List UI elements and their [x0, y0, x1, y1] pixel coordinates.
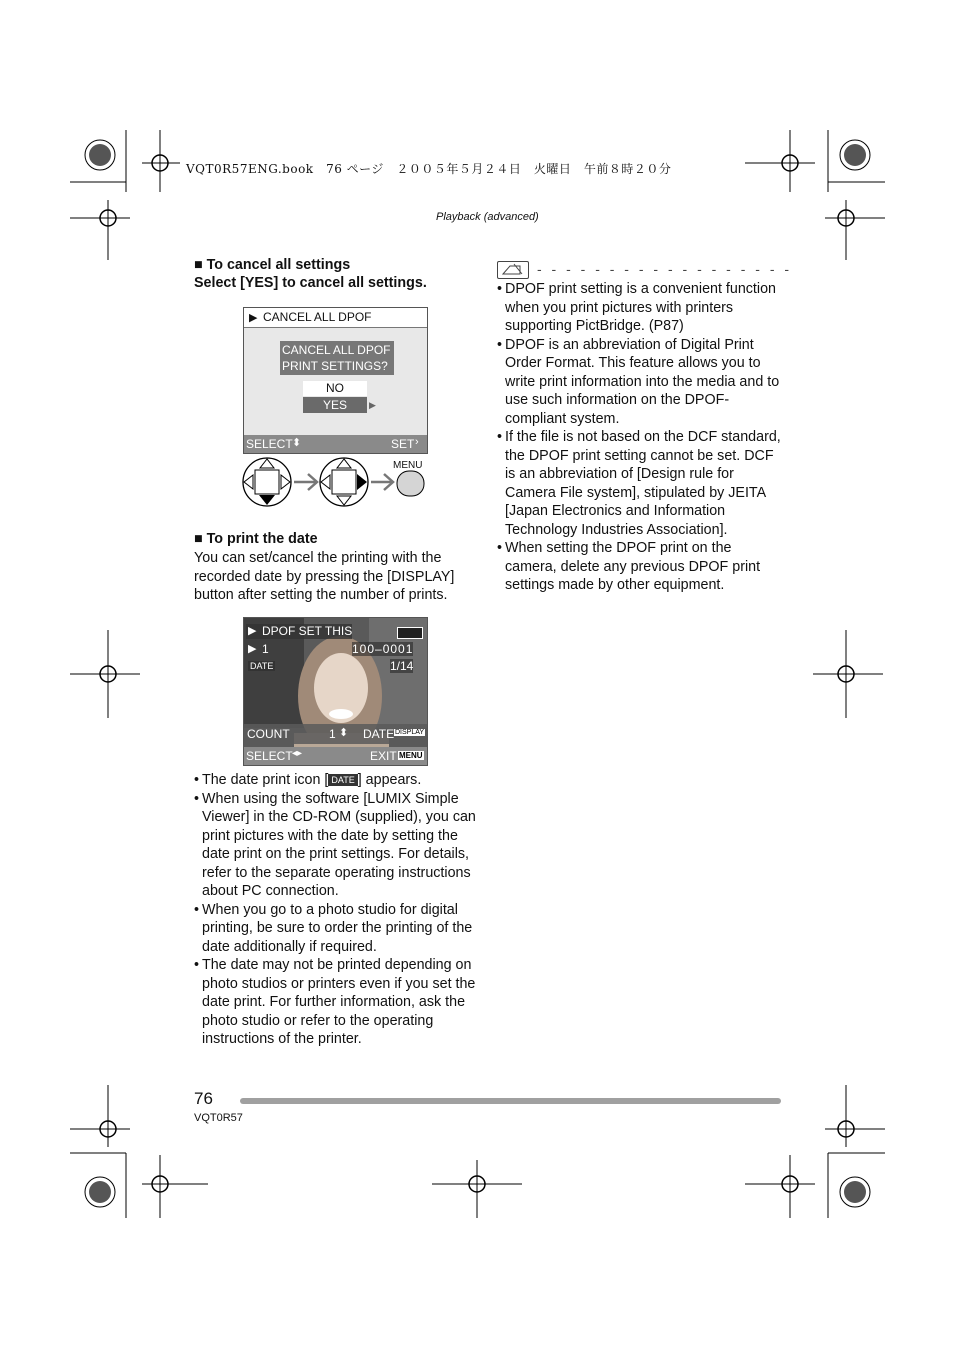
screen-footer — [244, 747, 427, 765]
cancel-question — [280, 341, 394, 375]
footer-rule — [240, 1098, 781, 1104]
up-down-icon: ⬍ — [292, 437, 302, 449]
display-button-badge: DISPLAY — [395, 729, 425, 736]
arrow-right-icon — [371, 474, 393, 490]
option-no[interactable]: NO — [303, 381, 367, 396]
list-item: • DPOF print setting is a convenient function when you print pictures with printers supporting PictBridge. (P87) — [497, 280, 782, 336]
footer-set: SET — [391, 437, 415, 451]
menu-label: MENU — [393, 460, 423, 471]
screen-title: CANCEL ALL DPOF — [263, 310, 372, 324]
count-label: COUNT — [247, 727, 290, 741]
list-item: • DPOF is an abbreviation of Digital Print Order Format. This feature allows you to write print information into the media and to use such information on the DPOF-compliant system. — [497, 336, 782, 429]
question-line-1: CANCEL ALL DPOF — [282, 343, 391, 357]
section-label: Playback (advanced) — [436, 211, 539, 223]
crop-mark-mid-right-icon — [808, 630, 888, 720]
bullet-text: The date print icon [ — [202, 772, 329, 788]
page-number: 76 — [194, 1089, 213, 1108]
screen-title-bar — [244, 308, 427, 328]
note-divider: - - - - - - - - - - - - - - - - - - — [537, 261, 793, 277]
date-print-icon: DATE — [328, 774, 357, 786]
up-down-icon: ⬍ — [339, 727, 349, 739]
battery-icon — [397, 627, 423, 639]
dpof-set-screen — [243, 617, 428, 766]
frame-counter: 1/14 — [390, 659, 414, 673]
count-bar — [244, 724, 427, 744]
list-item — [194, 771, 476, 790]
note-icon — [497, 261, 529, 279]
date-label: DATE — [363, 727, 395, 741]
menu-button-badge: MENU — [399, 751, 423, 760]
list-item: • When using the software [LUMIX Simple Viewer] in the CD-ROM (supplied), you can print pictures with the date by setting the date print on the print settings. For details, refer to the separate operating instructions about PC connection. — [194, 790, 476, 901]
list-item: • If the file is not based on the DCF standard, the DPOF print setting cannot be set. DCF is an abbreviation of [Design rule for Camera File system], stipulated by JEITA [Japan Electronics and Information Technology Industries Association]. — [497, 428, 782, 539]
arrow-right-icon: ▶ — [369, 400, 376, 410]
bullet-text: ] appears. — [357, 772, 422, 788]
print-header: VQT0R57ENG.book 76 ページ ２００５年５月２４日 火曜日 午前８時２０分 — [186, 162, 672, 176]
file-number: 100–0001 — [352, 642, 414, 656]
footer-exit: EXIT — [370, 749, 397, 763]
left-right-icon: ◂▸ — [292, 748, 303, 759]
playback-icon: ▶ — [249, 312, 258, 324]
cursor-pad-down-icon — [243, 458, 291, 506]
crop-mark-bottom-center-icon — [430, 1160, 525, 1220]
playback-icon: ▶ — [248, 625, 257, 637]
screen-title: DPOF SET THIS — [262, 624, 353, 638]
model-code: VQT0R57 — [194, 1112, 243, 1124]
cancel-subheading: Select [YES] to cancel all settings. — [194, 275, 427, 291]
date-heading: ■ To print the date — [194, 531, 318, 547]
crop-mark-bottom-right-icon — [740, 1085, 890, 1225]
chevron-right-icon: › — [415, 436, 419, 448]
crop-mark-top-right-icon — [740, 120, 890, 260]
date-bullet-list — [194, 771, 476, 1049]
option-yes[interactable]: YES — [303, 397, 367, 413]
cancel-dpof-screen — [243, 307, 428, 454]
notes-list — [497, 280, 782, 595]
list-item: • The date may not be printed depending on photo studios or printers even if you set the date print. For further information, ask the photo studio or refer to the operating instructions of the printer. — [194, 956, 476, 1049]
menu-button-icon — [397, 471, 424, 496]
list-item: • When you go to a photo studio for digital printing, be sure to order the printing of the date additionally if required. — [194, 901, 476, 957]
date-body: You can set/cancel the printing with the recorded date by pressing the [DISPLAY] button after setting the number of prints. — [194, 550, 455, 603]
screen-footer — [244, 435, 427, 453]
cursor-pad-right-icon — [320, 458, 368, 506]
date-badge: DATE — [250, 661, 274, 671]
print-count-icon: ▶ — [248, 643, 257, 655]
footer-select: SELECT — [246, 437, 293, 451]
list-item: • When setting the DPOF print on the camera, delete any previous DPOF print settings made by other equipment. — [497, 539, 782, 595]
footer-select: SELECT — [246, 749, 293, 763]
question-line-2: PRINT SETTINGS? — [282, 359, 388, 373]
count-value: 1 — [329, 727, 336, 741]
crop-mark-top-left-icon — [70, 120, 220, 260]
crop-mark-mid-left-icon — [70, 630, 150, 720]
cancel-heading: ■ To cancel all settings — [194, 257, 351, 273]
arrow-right-icon — [294, 474, 317, 490]
print-count-value: 1 — [262, 642, 269, 656]
